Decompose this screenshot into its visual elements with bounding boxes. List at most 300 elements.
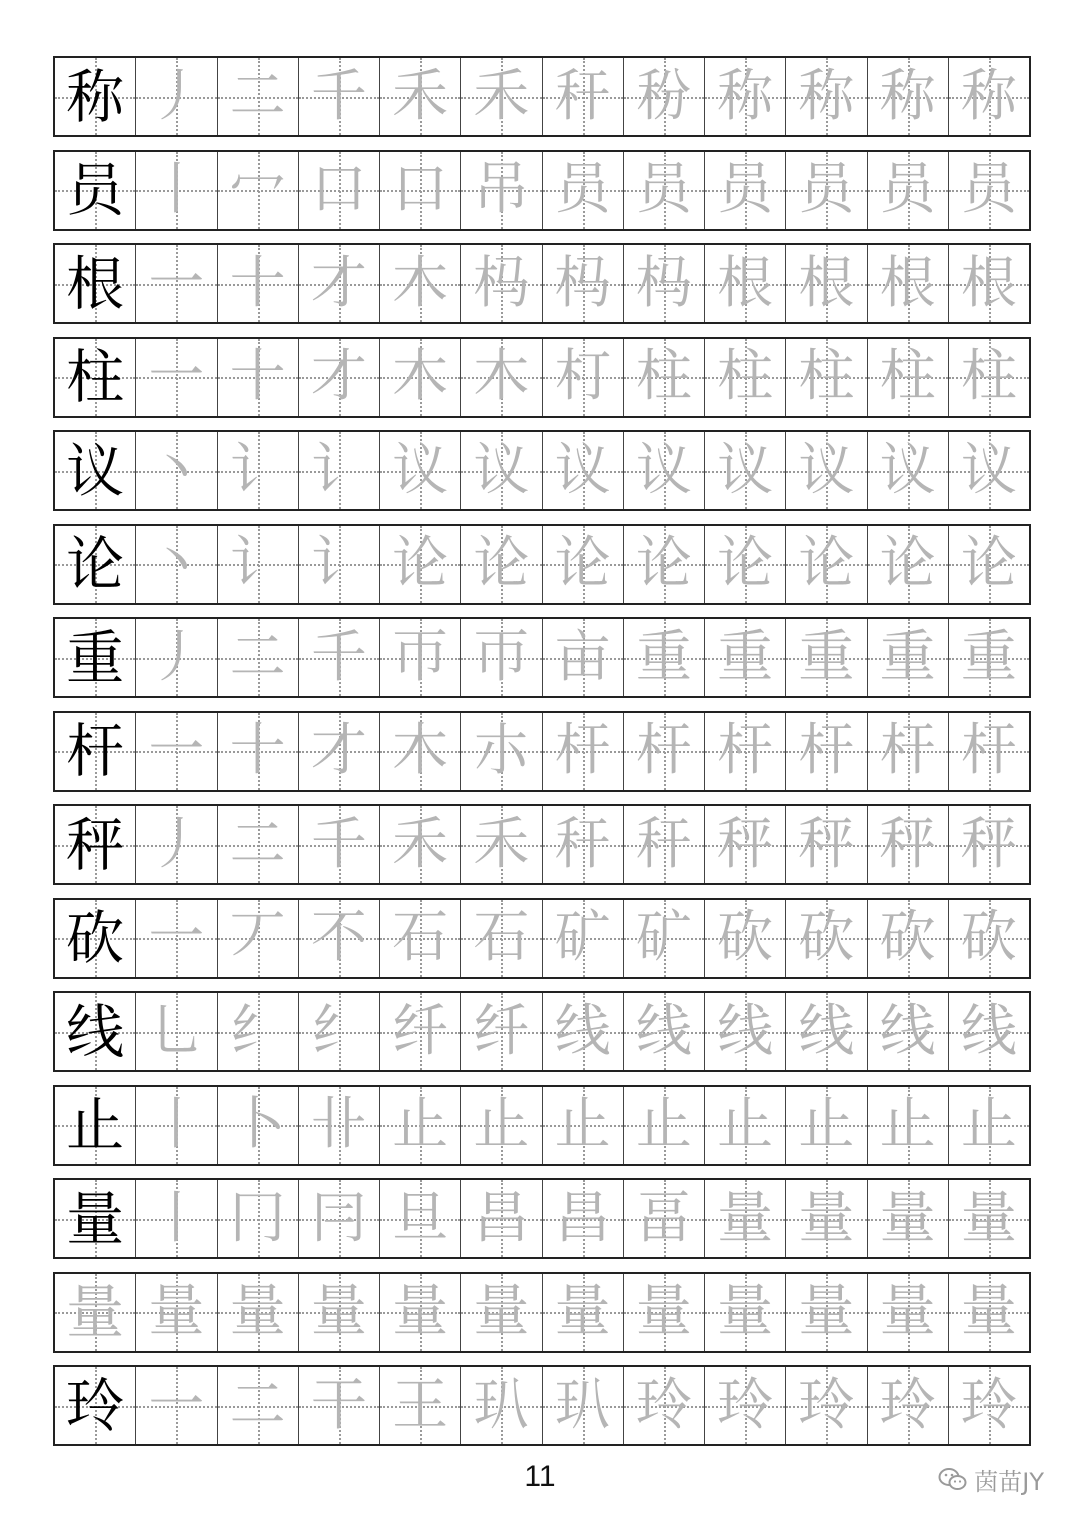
model-character: 根 xyxy=(66,249,125,318)
tracing-cell xyxy=(542,1180,623,1257)
tracing-cell xyxy=(460,245,541,322)
tracing-cell xyxy=(298,1180,379,1257)
stroke-order-step: 称 xyxy=(879,63,936,129)
character-cell xyxy=(55,245,135,322)
tracing-cell xyxy=(623,1087,704,1164)
page-number: 11 xyxy=(524,1460,556,1493)
stroke-order-step: 柱 xyxy=(879,344,936,409)
character-cell xyxy=(55,339,135,416)
stroke-order-step: 量 xyxy=(798,1279,855,1344)
stroke-order-step: 一 xyxy=(148,250,205,316)
tracing-cell xyxy=(217,993,298,1070)
model-character: 柱 xyxy=(66,343,125,411)
tracing-cell xyxy=(785,713,866,790)
stroke-order-step: 丶 xyxy=(148,437,205,503)
tracing-cell xyxy=(217,1180,298,1257)
stroke-order-step: 论 xyxy=(473,531,530,596)
tracing-cell xyxy=(867,900,948,977)
tracing-cell xyxy=(217,339,298,416)
stroke-order-step: 玲 xyxy=(635,1372,692,1438)
stroke-order-step: 砍 xyxy=(717,905,774,970)
character-cell xyxy=(55,1180,135,1257)
stroke-order-step: 口 xyxy=(310,157,367,222)
model-character: 砍 xyxy=(66,904,125,972)
tracing-cell xyxy=(623,806,704,883)
tracing-cell xyxy=(135,993,216,1070)
stroke-order-step: 止 xyxy=(473,1092,530,1157)
stroke-order-step: 石 xyxy=(392,905,449,970)
model-character: 量 xyxy=(66,1278,125,1346)
tracing-cell xyxy=(135,806,216,883)
stroke-order-step: 杆 xyxy=(960,718,1017,783)
stroke-order-step: 论 xyxy=(798,531,855,596)
practice-row xyxy=(53,711,1031,792)
stroke-order-step: 纤 xyxy=(473,998,530,1064)
stroke-order-step: 论 xyxy=(960,531,1017,596)
tracing-cell xyxy=(623,339,704,416)
tracing-cell xyxy=(542,619,623,696)
tracing-cell xyxy=(379,619,460,696)
stroke-order-step: 杆 xyxy=(554,718,611,783)
tracing-cell xyxy=(948,245,1029,322)
stroke-order-step: 丨 xyxy=(148,157,205,222)
stroke-order-step: 止 xyxy=(798,1092,855,1157)
tracing-cell xyxy=(704,900,785,977)
practice-row xyxy=(53,804,1031,885)
tracing-cell xyxy=(704,58,785,135)
practice-row xyxy=(53,150,1031,231)
tracing-cell xyxy=(948,152,1029,229)
stroke-order-step: 千 xyxy=(310,811,367,877)
practice-row xyxy=(53,898,1031,979)
stroke-order-step: 秆 xyxy=(554,63,611,129)
stroke-order-step: 纟 xyxy=(310,998,367,1064)
stroke-order-step: 根 xyxy=(879,250,936,316)
tracing-cell xyxy=(135,900,216,977)
character-cell xyxy=(55,1087,135,1164)
character-cell xyxy=(55,152,135,229)
tracing-cell xyxy=(379,1367,460,1444)
stroke-order-step: 量 xyxy=(717,1279,774,1344)
stroke-order-step: 讠 xyxy=(229,437,286,503)
tracing-cell xyxy=(867,245,948,322)
tracing-cell xyxy=(379,152,460,229)
tracing-cell xyxy=(379,1180,460,1257)
model-character: 员 xyxy=(66,156,125,224)
stroke-order-step: 议 xyxy=(717,437,774,503)
tracing-cell xyxy=(542,245,623,322)
tracing-cell xyxy=(785,152,866,229)
stroke-order-step: 重 xyxy=(960,624,1017,690)
stroke-order-step: 昌 xyxy=(473,1185,530,1251)
stroke-order-step: 止 xyxy=(960,1092,1017,1157)
tracing-cell xyxy=(948,1367,1029,1444)
stroke-order-step: 量 xyxy=(310,1279,367,1344)
tracing-cell xyxy=(217,245,298,322)
stroke-order-step: 一 xyxy=(148,905,205,970)
tracing-cell xyxy=(867,339,948,416)
tracing-cell xyxy=(298,58,379,135)
stroke-order-step: 一 xyxy=(148,1372,205,1438)
tracing-cell xyxy=(298,245,379,322)
wechat-icon xyxy=(938,1467,968,1493)
tracing-cell xyxy=(298,432,379,509)
stroke-order-step: 量 xyxy=(717,1185,774,1251)
tracing-cell xyxy=(785,1367,866,1444)
stroke-order-step: 吊 xyxy=(473,157,530,222)
stroke-order-step: 柱 xyxy=(960,344,1017,409)
stroke-order-step: 玐 xyxy=(554,1372,611,1438)
stroke-order-step: 量 xyxy=(960,1279,1017,1344)
tracing-cell xyxy=(298,1367,379,1444)
stroke-order-step: 冂 xyxy=(229,1185,286,1251)
tracing-cell xyxy=(217,900,298,977)
stroke-order-step: 冃 xyxy=(310,1185,367,1251)
stroke-order-step: 才 xyxy=(310,250,367,316)
stroke-order-step: 十 xyxy=(229,718,286,783)
tracing-cell xyxy=(542,1087,623,1164)
stroke-order-step: 员 xyxy=(879,157,936,222)
tracing-cell xyxy=(460,432,541,509)
practice-row xyxy=(53,56,1031,137)
stroke-order-step: 才 xyxy=(310,718,367,783)
stroke-order-step: 不 xyxy=(310,905,367,970)
stroke-order-step: 木 xyxy=(473,344,530,409)
practice-row xyxy=(53,1365,1031,1446)
tracing-cell xyxy=(298,1087,379,1164)
tracing-cell xyxy=(623,619,704,696)
tracing-cell xyxy=(704,713,785,790)
tracing-cell xyxy=(135,1274,216,1351)
stroke-order-step: 论 xyxy=(554,531,611,596)
tracing-cell xyxy=(135,432,216,509)
stroke-order-step: 重 xyxy=(635,624,692,690)
model-character: 玲 xyxy=(66,1371,125,1440)
stroke-order-step: 杆 xyxy=(879,718,936,783)
tracing-cell xyxy=(298,619,379,696)
model-character: 称 xyxy=(66,62,125,131)
tracing-cell xyxy=(623,713,704,790)
character-cell xyxy=(55,526,135,603)
stroke-order-step: 止 xyxy=(554,1092,611,1157)
stroke-order-step: 丿 xyxy=(148,624,205,690)
stroke-order-step: 禾 xyxy=(473,63,530,129)
stroke-order-step: 线 xyxy=(960,998,1017,1064)
tracing-cell xyxy=(460,806,541,883)
practice-grid xyxy=(53,56,1031,1459)
tracing-cell xyxy=(298,806,379,883)
tracing-cell xyxy=(704,245,785,322)
tracing-cell xyxy=(704,1367,785,1444)
tracing-cell xyxy=(623,1180,704,1257)
stroke-order-step: 秤 xyxy=(960,811,1017,877)
character-cell xyxy=(55,900,135,977)
stroke-order-step: 议 xyxy=(392,437,449,503)
stroke-order-step: 议 xyxy=(798,437,855,503)
stroke-order-step: 木 xyxy=(392,718,449,783)
stroke-order-step: 王 xyxy=(392,1372,449,1438)
tracing-cell xyxy=(135,526,216,603)
tracing-cell xyxy=(948,713,1029,790)
tracing-cell xyxy=(217,1274,298,1351)
tracing-cell xyxy=(867,1274,948,1351)
tracing-cell xyxy=(867,1180,948,1257)
tracing-cell xyxy=(542,806,623,883)
tracing-cell xyxy=(623,900,704,977)
tracing-cell xyxy=(542,339,623,416)
tracing-cell xyxy=(379,713,460,790)
stroke-order-step: 员 xyxy=(554,157,611,222)
tracing-cell xyxy=(704,339,785,416)
practice-row xyxy=(53,337,1031,418)
tracing-cell xyxy=(785,526,866,603)
stroke-order-step: 止 xyxy=(635,1092,692,1157)
tracing-cell xyxy=(460,339,541,416)
model-character: 议 xyxy=(66,436,125,505)
tracing-cell xyxy=(785,619,866,696)
model-character: 论 xyxy=(66,530,125,598)
stroke-order-step: 畐 xyxy=(635,1185,692,1251)
stroke-order-step: 线 xyxy=(554,998,611,1064)
tracing-cell xyxy=(867,152,948,229)
tracing-cell xyxy=(217,713,298,790)
stroke-order-step: 十 xyxy=(229,344,286,409)
tracing-cell xyxy=(785,245,866,322)
tracing-cell xyxy=(867,526,948,603)
tracing-cell xyxy=(948,432,1029,509)
tracing-cell xyxy=(948,1087,1029,1164)
tracing-cell xyxy=(867,1367,948,1444)
stroke-order-step: 量 xyxy=(635,1279,692,1344)
stroke-order-step: 玲 xyxy=(879,1372,936,1438)
stroke-order-step: 卝 xyxy=(310,1092,367,1157)
tracing-cell xyxy=(704,993,785,1070)
stroke-order-step: 帀 xyxy=(473,624,530,690)
stroke-order-step: 讠 xyxy=(229,531,286,596)
stroke-order-step: 秤 xyxy=(717,811,774,877)
tracing-cell xyxy=(785,1180,866,1257)
stroke-order-step: 朩 xyxy=(473,718,530,783)
tracing-cell xyxy=(704,1274,785,1351)
tracing-cell xyxy=(298,900,379,977)
tracing-cell xyxy=(542,432,623,509)
tracing-cell xyxy=(623,1367,704,1444)
tracing-cell xyxy=(379,900,460,977)
tracing-cell xyxy=(460,526,541,603)
tracing-cell xyxy=(948,619,1029,696)
stroke-order-step: 柱 xyxy=(635,344,692,409)
tracing-cell xyxy=(785,1274,866,1351)
stroke-order-step: 十 xyxy=(229,250,286,316)
tracing-cell xyxy=(785,806,866,883)
tracing-cell xyxy=(948,1274,1029,1351)
stroke-order-step: 线 xyxy=(717,998,774,1064)
tracing-cell xyxy=(460,1367,541,1444)
tracing-cell xyxy=(623,58,704,135)
practice-row xyxy=(53,243,1031,324)
stroke-order-step: 论 xyxy=(879,531,936,596)
tracing-cell xyxy=(217,58,298,135)
stroke-order-step: 冖 xyxy=(229,157,286,222)
tracing-cell xyxy=(867,619,948,696)
tracing-cell xyxy=(704,619,785,696)
stroke-order-step: 砍 xyxy=(879,905,936,970)
stroke-order-step: 二 xyxy=(229,811,286,877)
stroke-order-step: 朾 xyxy=(554,344,611,409)
model-character: 止 xyxy=(66,1091,125,1159)
tracing-cell xyxy=(217,152,298,229)
practice-row xyxy=(53,1085,1031,1166)
stroke-order-step: 木 xyxy=(392,250,449,316)
stroke-order-step: 二 xyxy=(229,63,286,129)
tracing-cell xyxy=(298,526,379,603)
tracing-cell xyxy=(298,713,379,790)
tracing-cell xyxy=(785,1087,866,1164)
stroke-order-step: 议 xyxy=(473,437,530,503)
tracing-cell xyxy=(379,58,460,135)
stroke-order-step: 论 xyxy=(392,531,449,596)
stroke-order-step: 杆 xyxy=(635,718,692,783)
tracing-cell xyxy=(217,432,298,509)
tracing-cell xyxy=(460,1274,541,1351)
stroke-order-step: 量 xyxy=(798,1185,855,1251)
stroke-order-step: 丨 xyxy=(148,1185,205,1251)
tracing-cell xyxy=(542,713,623,790)
stroke-order-step: 讠 xyxy=(310,437,367,503)
stroke-order-step: 才 xyxy=(310,344,367,409)
tracing-cell xyxy=(460,993,541,1070)
tracing-cell xyxy=(704,1087,785,1164)
stroke-order-step: 量 xyxy=(554,1279,611,1344)
stroke-order-step: 矿 xyxy=(635,905,692,970)
stroke-order-step: 杩 xyxy=(473,250,530,316)
tracing-cell xyxy=(460,713,541,790)
model-character: 杆 xyxy=(66,717,125,785)
stroke-order-step: 二 xyxy=(229,624,286,690)
character-cell xyxy=(55,58,135,135)
stroke-order-step: 千 xyxy=(310,624,367,690)
tracing-cell xyxy=(785,993,866,1070)
tracing-cell xyxy=(379,432,460,509)
character-cell xyxy=(55,993,135,1070)
tracing-cell xyxy=(135,152,216,229)
stroke-order-step: 矿 xyxy=(554,905,611,970)
stroke-order-step: 根 xyxy=(717,250,774,316)
tracing-cell xyxy=(948,526,1029,603)
tracing-cell xyxy=(623,152,704,229)
stroke-order-step: 重 xyxy=(717,624,774,690)
tracing-cell xyxy=(217,619,298,696)
tracing-cell xyxy=(948,1180,1029,1257)
stroke-order-step: 旦 xyxy=(392,1185,449,1251)
stroke-order-step: 论 xyxy=(635,531,692,596)
tracing-cell xyxy=(460,619,541,696)
tracing-cell xyxy=(217,1367,298,1444)
stroke-order-step: 千 xyxy=(310,63,367,129)
model-character: 重 xyxy=(66,623,125,692)
stroke-order-step: 禾 xyxy=(473,811,530,877)
stroke-order-step: 玲 xyxy=(960,1372,1017,1438)
tracing-cell xyxy=(298,152,379,229)
tracing-cell xyxy=(785,58,866,135)
stroke-order-step: 止 xyxy=(392,1092,449,1157)
tracing-cell xyxy=(379,806,460,883)
practice-row xyxy=(53,524,1031,605)
stroke-order-step: 一 xyxy=(148,344,205,409)
stroke-order-step: 线 xyxy=(879,998,936,1064)
tracing-cell xyxy=(704,432,785,509)
tracing-cell xyxy=(948,900,1029,977)
stroke-order-step: 量 xyxy=(229,1279,286,1344)
tracing-cell xyxy=(623,245,704,322)
tracing-cell xyxy=(867,713,948,790)
tracing-cell xyxy=(542,526,623,603)
tracing-cell xyxy=(867,58,948,135)
character-cell xyxy=(55,806,135,883)
stroke-order-step: 杩 xyxy=(554,250,611,316)
stroke-order-step: 木 xyxy=(392,344,449,409)
practice-row xyxy=(53,991,1031,1072)
tracing-cell xyxy=(298,1274,379,1351)
stroke-order-step: 量 xyxy=(392,1279,449,1344)
tracing-cell xyxy=(460,900,541,977)
stroke-order-step: 纟 xyxy=(229,998,286,1064)
character-cell xyxy=(55,619,135,696)
stroke-order-step: 柱 xyxy=(798,344,855,409)
tracing-cell xyxy=(623,1274,704,1351)
watermark xyxy=(938,1462,1044,1497)
stroke-order-step: 线 xyxy=(798,998,855,1064)
stroke-order-step: 砍 xyxy=(960,905,1017,970)
character-cell xyxy=(55,1274,135,1351)
stroke-order-step: 量 xyxy=(148,1279,205,1344)
tracing-cell xyxy=(867,1087,948,1164)
stroke-order-step: 玐 xyxy=(473,1372,530,1438)
stroke-order-step: 员 xyxy=(635,157,692,222)
tracing-cell xyxy=(704,1180,785,1257)
stroke-order-step: 丨 xyxy=(148,1092,205,1157)
tracing-cell xyxy=(785,432,866,509)
tracing-cell xyxy=(948,339,1029,416)
stroke-order-step: 杆 xyxy=(717,718,774,783)
stroke-order-step: 禾 xyxy=(392,811,449,877)
stroke-order-step: 量 xyxy=(960,1185,1017,1251)
stroke-order-step: 根 xyxy=(960,250,1017,316)
stroke-order-step: 称 xyxy=(960,63,1017,129)
tracing-cell xyxy=(298,993,379,1070)
stroke-order-step: 卜 xyxy=(229,1092,286,1157)
stroke-order-step: 口 xyxy=(392,157,449,222)
tracing-cell xyxy=(217,1087,298,1164)
tracing-cell xyxy=(542,993,623,1070)
tracing-cell xyxy=(785,900,866,977)
stroke-order-step: 昌 xyxy=(554,1185,611,1251)
stroke-order-step: 重 xyxy=(798,624,855,690)
stroke-order-step: 丿 xyxy=(148,811,205,877)
tracing-cell xyxy=(542,1274,623,1351)
character-cell xyxy=(55,432,135,509)
stroke-order-step: 帀 xyxy=(392,624,449,690)
stroke-order-step: 丆 xyxy=(229,905,286,970)
tracing-cell xyxy=(135,619,216,696)
tracing-cell xyxy=(217,526,298,603)
tracing-cell xyxy=(135,1367,216,1444)
tracing-cell xyxy=(542,900,623,977)
tracing-cell xyxy=(623,432,704,509)
stroke-order-step: 秤 xyxy=(798,811,855,877)
stroke-order-step: 议 xyxy=(554,437,611,503)
tracing-cell xyxy=(867,806,948,883)
